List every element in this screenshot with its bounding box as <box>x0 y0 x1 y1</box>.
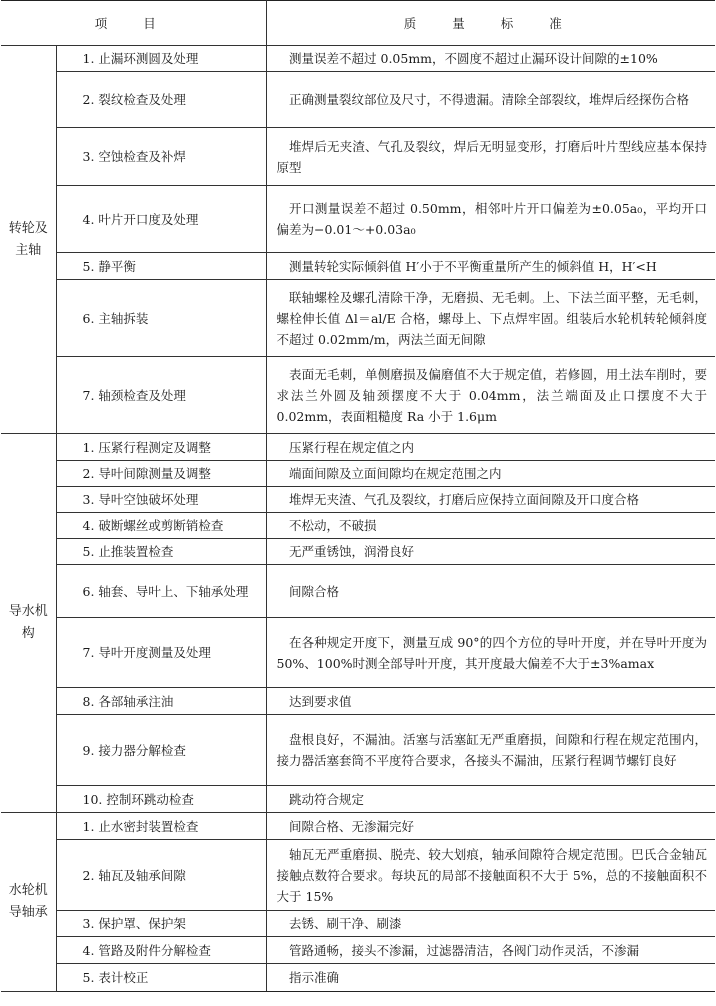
table-row <box>1 565 715 618</box>
item-cell: 3. 保护罩、保护架 <box>56 911 266 937</box>
group-name: 导水机构 <box>8 604 48 641</box>
table-row <box>1 937 715 964</box>
standard-cell: 间隙合格 <box>266 565 715 618</box>
standard-cell: 在各种规定开度下，测量互成 90°的四个方位的导叶开度，并在导叶开度为 50%、100%时测全部导叶开度，其开度最大偏差不大于±3%amax <box>266 618 715 688</box>
standard-cell: 联轴螺栓及螺孔清除干净，无磨损、无毛刺。上、下法兰面平整，无毛刺，螺栓伸长值 Δl＝al/E 合格，螺母上、下点焊牢固。组装后水轮机转轮倾斜度不超过 0.02mm/m，两法兰面无间隙 <box>266 280 715 357</box>
item-cell: 1. 止漏环测圆及处理 <box>56 46 266 72</box>
table-row <box>1 357 715 434</box>
table-row <box>1 964 715 992</box>
standard-cell: 堆焊后无夹渣、气孔及裂纹，焊后无明显变形，打磨后叶片型线应基本保持原型 <box>266 128 715 186</box>
standard-cell: 达到要求值 <box>266 688 715 715</box>
standard-cell: 表面无毛刺，单侧磨损及偏磨值不大于规定值，若修圆，用土法车削时，要求法兰外圆及轴颈摆度不大于 0.04mm，法兰端面及止口摆度不大于 0.02mm，表面粗糙度 Ra 小于 1.6μm <box>266 357 715 434</box>
table-row <box>1 128 715 186</box>
standard-cell: 间隙合格、无渗漏完好 <box>266 813 715 840</box>
table-row <box>1 487 715 513</box>
item-cell: 6. 主轴拆装 <box>56 280 266 357</box>
item-cell: 3. 空蚀检查及补焊 <box>56 128 266 186</box>
item-cell: 2. 裂纹检查及处理 <box>56 72 266 128</box>
standard-cell: 去锈、刷干净、刷漆 <box>266 911 715 937</box>
item-cell: 3. 导叶空蚀破坏处理 <box>56 487 266 513</box>
table-row <box>1 72 715 128</box>
item-cell: 2. 导叶间隙测量及调整 <box>56 461 266 487</box>
standard-cell: 轴瓦无严重磨损、脱壳、较大划痕，轴承间隙符合规定范围。巴氏合金轴瓦接触点数符合要求。每块瓦的局部不接触面积不大于 5%，总的不接触面积不大于 15% <box>266 840 715 911</box>
standard-cell: 指示准确 <box>266 964 715 992</box>
standard-cell: 测量转轮实际倾斜值 H′小于不平衡重量所产生的倾斜值 H，H′<H <box>266 253 715 280</box>
standard-cell: 盘根良好，不漏油。活塞与活塞缸无严重磨损，间隙和行程在规定范围内，接力器活塞套筒不平度符合要求，各接头不漏油，压紧行程调节螺钉良好 <box>266 715 715 786</box>
standard-cell: 管路通畅，接头不渗漏，过滤器清洁，各阀门动作灵活，不渗漏 <box>266 937 715 964</box>
table-row <box>1 539 715 565</box>
group-name: 转轮及主轴 <box>8 220 48 258</box>
item-cell: 9. 接力器分解检查 <box>56 715 266 786</box>
table-row <box>1 813 715 840</box>
item-cell: 5. 表计校正 <box>56 964 266 992</box>
standard-cell: 压紧行程在规定值之内 <box>266 434 715 461</box>
item-cell: 4. 叶片开口度及处理 <box>56 186 266 253</box>
item-column-header: 项 目 <box>1 1 266 46</box>
group-name: 水轮机导轴承 <box>8 883 48 920</box>
standard-cell: 不松动，不破损 <box>266 513 715 539</box>
item-cell: 6. 轴套、导叶上、下轴承处理 <box>56 565 266 618</box>
table-row <box>1 715 715 786</box>
standard-cell: 开口测量误差不超过 0.50mm，相邻叶片开口偏差为±0.05a₀，平均开口偏差为−0.01～+0.03a₀ <box>266 186 715 253</box>
item-cell: 5. 止推装置检查 <box>56 539 266 565</box>
quality-standard-table <box>1 0 715 992</box>
table-row <box>1 461 715 487</box>
table-row <box>1 786 715 813</box>
table-row <box>1 513 715 539</box>
standard-cell: 跳动符合规定 <box>266 786 715 813</box>
table-row <box>1 618 715 688</box>
table-row <box>1 280 715 357</box>
group-label-turbine-guide-bearing <box>1 813 56 992</box>
item-cell: 5. 静平衡 <box>56 253 266 280</box>
table-row <box>1 253 715 280</box>
standard-column-header: 质 量 标 准 <box>266 1 715 46</box>
table-row <box>1 186 715 253</box>
item-cell: 7. 导叶开度测量及处理 <box>56 618 266 688</box>
group-label-runner-shaft <box>1 46 56 434</box>
table-row <box>1 911 715 937</box>
standard-cell: 测量误差不超过 0.05mm，不圆度不超过止漏环设计间隙的±10% <box>266 46 715 72</box>
item-cell: 4. 破断螺丝或剪断销检查 <box>56 513 266 539</box>
table-row <box>1 688 715 715</box>
standard-cell: 无严重锈蚀，润滑良好 <box>266 539 715 565</box>
table-header-row <box>1 1 715 46</box>
group-label-guide-apparatus <box>1 434 56 813</box>
item-cell: 1. 压紧行程测定及调整 <box>56 434 266 461</box>
item-cell: 4. 管路及附件分解检查 <box>56 937 266 964</box>
item-cell: 10. 控制环跳动检查 <box>56 786 266 813</box>
table-row <box>1 840 715 911</box>
table-row <box>1 434 715 461</box>
item-cell: 8. 各部轴承注油 <box>56 688 266 715</box>
standard-cell: 堆焊无夹渣、气孔及裂纹，打磨后应保持立面间隙及开口度合格 <box>266 487 715 513</box>
item-cell: 2. 轴瓦及轴承间隙 <box>56 840 266 911</box>
standard-cell: 正确测量裂纹部位及尺寸，不得遗漏。清除全部裂纹，堆焊后经探伤合格 <box>266 72 715 128</box>
item-cell: 7. 轴颈检查及处理 <box>56 357 266 434</box>
standard-cell: 端面间隙及立面间隙均在规定范围之内 <box>266 461 715 487</box>
table-row <box>1 46 715 72</box>
item-cell: 1. 止水密封装置检查 <box>56 813 266 840</box>
